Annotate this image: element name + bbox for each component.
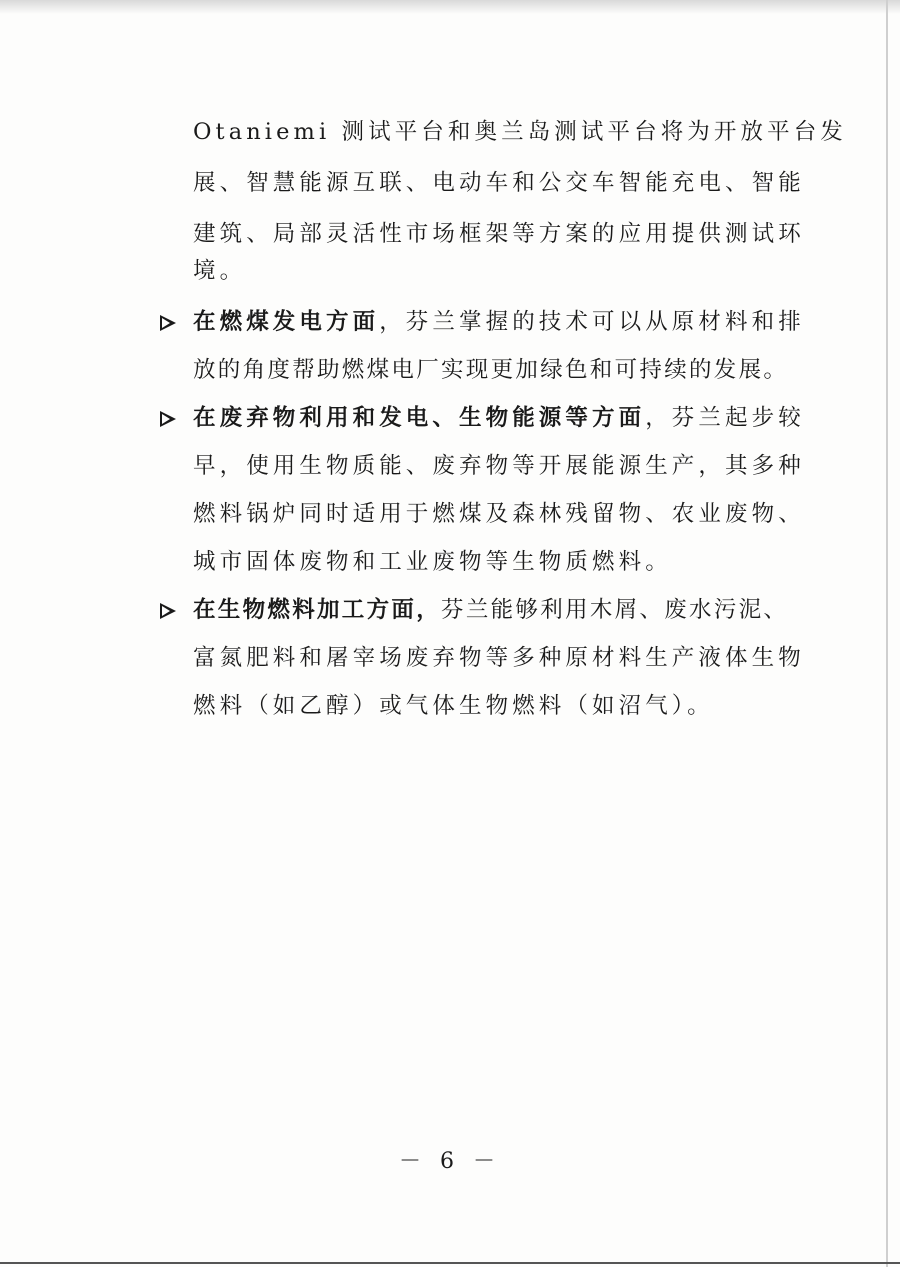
bullet-1-heading: 在燃煤发电方面 bbox=[193, 309, 380, 335]
intro-line-3: 建筑、局部灵活性市场框架等方案的应用提供测试环 bbox=[193, 221, 805, 247]
scan-top-shadow bbox=[0, 0, 900, 14]
bullet-1-text: ，芬兰掌握的技术可以从原材料和排 bbox=[379, 309, 805, 335]
bullet-2-line-3: 燃料锅炉同时适用于燃煤及森林残留物、农业废物、 bbox=[193, 501, 805, 527]
bullet-2-text: ，芬兰起步较 bbox=[645, 405, 805, 431]
bullet-2-line-2: 早，使用生物质能、废弃物等开展能源生产，其多种 bbox=[193, 453, 805, 479]
bullet-3-text: 芬兰能够利用木屑、废水污泥、 bbox=[441, 597, 789, 623]
bullet-1-first-line bbox=[193, 307, 805, 337]
bullet-3-first-line bbox=[193, 595, 788, 625]
intro-line-2: 展、智慧能源互联、电动车和公交车智能充电、智能 bbox=[193, 170, 805, 196]
bullet-3-heading: 在生物燃料加工方面， bbox=[193, 597, 442, 623]
bullet-3-line-3: 燃料（如乙醇）或气体生物燃料（如沼气）。 bbox=[193, 693, 714, 719]
scan-bottom-edge bbox=[0, 1262, 900, 1264]
bullet-2-first-line bbox=[193, 403, 805, 433]
intro-line-1: Otaniemi 测试平台和奥兰岛测试平台将为开放平台发 bbox=[193, 119, 847, 145]
bullet-arrow-icon bbox=[160, 315, 176, 331]
bullet-3-line-2: 富氮肥料和屠宰场废弃物等多种原材料生产液体生物 bbox=[193, 645, 805, 671]
bullet-arrow-icon bbox=[160, 603, 176, 619]
intro-line-4: 境。 bbox=[193, 258, 247, 284]
bullet-1-line-2: 放的角度帮助燃煤电厂实现更加绿色和可持续的发展。 bbox=[193, 357, 789, 383]
bullet-2-heading: 在废弃物利用和发电、生物能源等方面 bbox=[193, 405, 646, 431]
bullet-arrow-icon bbox=[160, 411, 176, 427]
page-number: － 6 － bbox=[399, 1149, 501, 1174]
bullet-2-line-4: 城市固体废物和工业废物等生物质燃料。 bbox=[193, 549, 672, 575]
scan-right-edge bbox=[886, 0, 888, 1267]
